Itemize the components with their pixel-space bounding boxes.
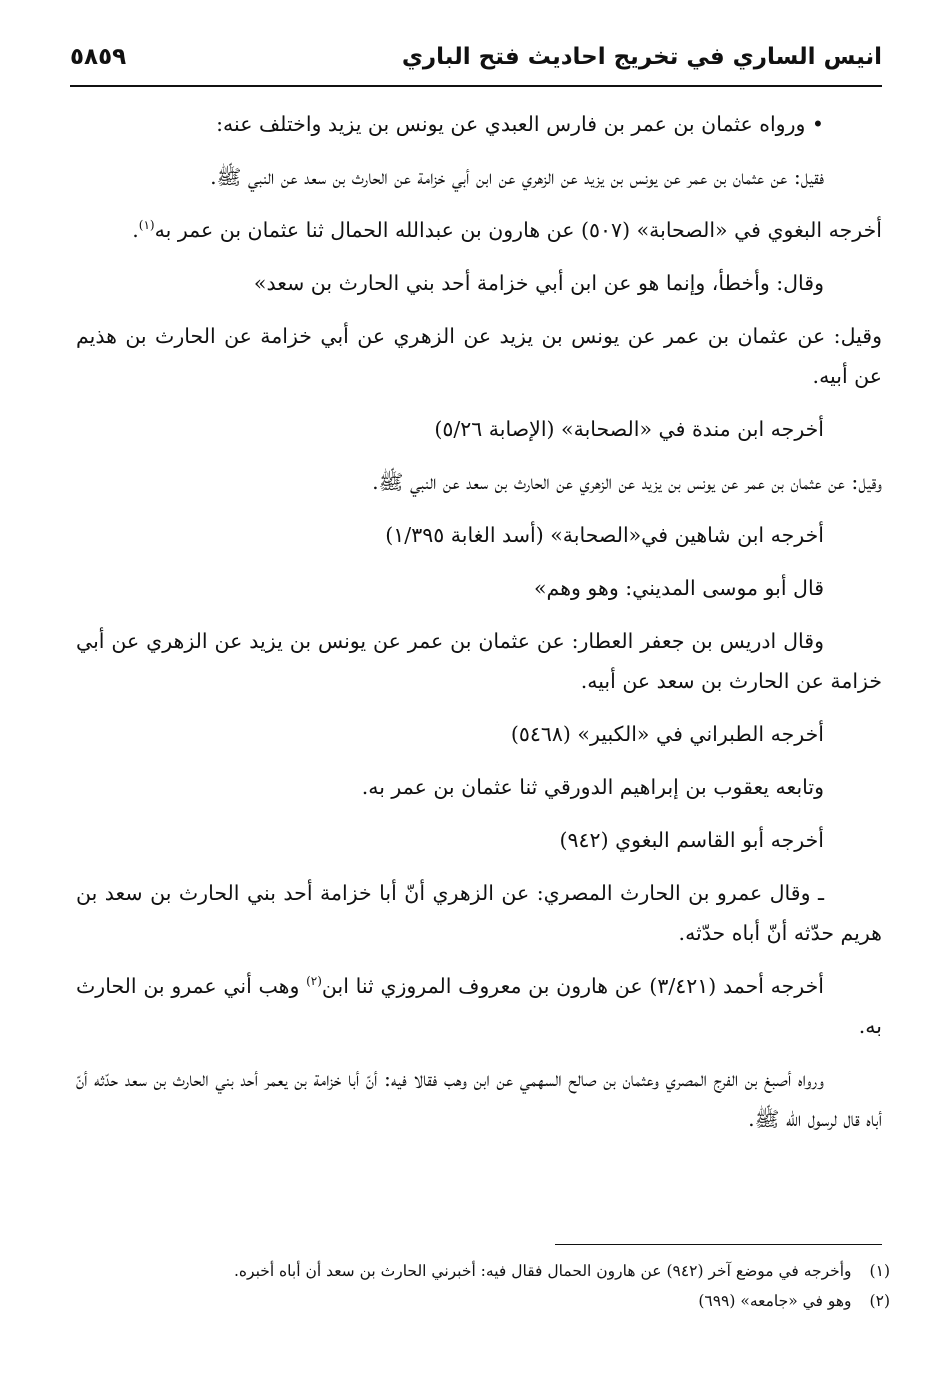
paragraph: وقيل: عن عثمان بن عمر عن يونس بن يزيد عن الزهري عن أبي خزامة عن الحارث بن هذيم عن أبيه. bbox=[76, 324, 882, 388]
header-divider bbox=[70, 85, 882, 87]
paragraph: ورواه أصبغ بن الفرج المصري وعثمان بن صالح السهمي عن ابن وهب فقالا فيه: أنّ أبا خزامة بن يعمر أحد بني الحارث بن سعد حدّثه أنّ أباه قال لرسول الله ﷺ. bbox=[76, 1067, 882, 1131]
footnote-divider bbox=[555, 1244, 882, 1245]
footnote-ref: (٢) bbox=[306, 974, 322, 989]
paragraph: قال أبو موسى المديني: وهو وهم» bbox=[534, 576, 824, 600]
footnote-text: وأخرجه في موضع آخر (٩٤٢) عن هارون الحمال فقال فيه: أخبرني الحارث بن سعد أن أباه أخبره. bbox=[233, 1262, 852, 1280]
paragraph: أخرجه البغوي في «الصحابة» (٥٠٧) عن هارون بن عبدالله الحمال ثنا عثمان بن عمر به$^{(١)}$. bbox=[132, 218, 882, 242]
page-header bbox=[70, 40, 882, 80]
footnote bbox=[110, 1256, 890, 1286]
paragraph: أخرجه ابن شاهين في«الصحابة» (أسد الغابة ١/٣٩٥) bbox=[385, 523, 824, 547]
main-text bbox=[76, 104, 882, 1152]
paragraph: ـ وقال عمرو بن الحارث المصري: عن الزهري أنّ أبا خزامة أحد بني الحارث بن سعد بن هريم حدّثه أنّ أباه حدّثه. bbox=[76, 881, 882, 945]
paragraph: أخرجه أبو القاسم البغوي (٩٤٢) bbox=[559, 828, 824, 852]
paragraph: فقيل: عن عثمان بن عمر عن يونس بن يزيد عن الزهري عن ابن أبي خزامة عن الحارث بن سعد عن النبي ﷺ. bbox=[210, 165, 824, 189]
footnote-text: وهو في «جامعه» (٦٩٩) bbox=[698, 1292, 852, 1310]
footnote-number: (٢) bbox=[869, 1292, 890, 1310]
paragraph: وقيل: عن عثمان بن عمر عن يونس بن يزيد عن الزهري عن الحارث بن سعد عن النبي ﷺ. bbox=[372, 470, 882, 494]
footnotes bbox=[110, 1256, 890, 1316]
paragraph: • ورواه عثمان بن عمر بن فارس العبدي عن يونس بن يزيد واختلف عنه: bbox=[216, 112, 824, 136]
footnote-number: (١) bbox=[869, 1262, 890, 1280]
footnote-ref: (١) bbox=[138, 218, 155, 233]
running-title: انيس الساري في تخريج احاديث فتح الباري bbox=[401, 44, 882, 70]
paragraph: وتابعه يعقوب بن إبراهيم الدورقي ثنا عثمان بن عمر به. bbox=[361, 775, 824, 799]
paragraph: وقال: وأخطأ، وإنما هو عن ابن أبي خزامة أحد بني الحارث بن سعد» bbox=[253, 271, 824, 295]
footnote bbox=[110, 1286, 890, 1316]
paragraph: وقال ادريس بن جعفر العطار: عن عثمان بن عمر عن يونس بن يزيد عن الزهري عن أبي خزامة عن الحارث بن سعد عن أبيه. bbox=[76, 629, 882, 693]
page-number: ٥٨٥٩ bbox=[70, 44, 127, 70]
paragraph: أخرجه ابن مندة في «الصحابة» (الإصابة ٥/٢٦) bbox=[434, 417, 824, 441]
paragraph: أخرجه أحمد (٣/٤٢١) عن هارون بن معروف المروزي ثنا ابن$^{(٢)}$ وهب أني عمرو بن الحارث به. bbox=[76, 974, 882, 1038]
paragraph: أخرجه الطبراني في «الكبير» (٥٤٦٨) bbox=[510, 722, 824, 746]
